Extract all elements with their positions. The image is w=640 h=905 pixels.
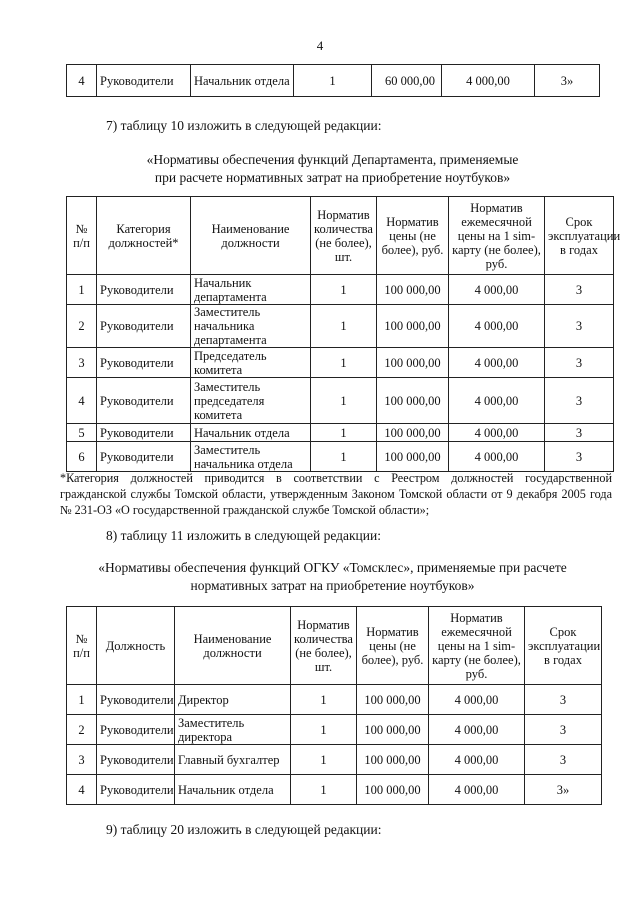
- cell-category: Руководители: [97, 378, 191, 424]
- cell-sim-price: 4 000,00: [449, 442, 545, 472]
- table-row: [67, 775, 602, 805]
- header-number: № п/п: [67, 607, 97, 685]
- table11-title-line1: «Нормативы обеспечения функций ОГКУ «Томсклес», применяемые при расчете: [98, 560, 567, 575]
- cell-position: Заместитель начальника отдела: [191, 442, 311, 472]
- cell-quantity: 1: [291, 745, 357, 775]
- cell-term: 3: [525, 745, 602, 775]
- table-row: [67, 378, 614, 424]
- table10-footnote: *Категория должностей приводится в соответствии с Реестром должностей государственной гражданской службы Томской области, утвержденным Законом Томской области от 9 декабря 2005 года № 231-ОЗ «О государственной гражданской службе Томской области»;: [60, 471, 612, 517]
- cell-category: Руководители: [97, 442, 191, 472]
- table11-title-line2: нормативных затрат на приобретение ноутбуков»: [190, 578, 475, 593]
- table-header-row: [67, 607, 602, 685]
- item-9-text: 9) таблицу 20 изложить в следующей редакции:: [106, 822, 382, 837]
- cell-position: Начальник отдела: [191, 65, 294, 97]
- table10-title-line1: «Нормативы обеспечения функций Департамента, применяемые: [146, 152, 519, 167]
- table-row: [67, 685, 602, 715]
- cell-term: 3: [545, 378, 614, 424]
- cell-sim-price: 4 000,00: [449, 275, 545, 305]
- cell-category: Руководители: [97, 305, 191, 348]
- cell-price: 100 000,00: [377, 442, 449, 472]
- cell-price: 100 000,00: [357, 715, 429, 745]
- cell-price: 100 000,00: [377, 424, 449, 442]
- cell-price: 100 000,00: [357, 685, 429, 715]
- cell-position: Начальник департамента: [191, 275, 311, 305]
- cell-term: 3»: [535, 65, 600, 97]
- cell-sim-price: 4 000,00: [449, 305, 545, 348]
- header-price: Норматив цены (не более), руб.: [357, 607, 429, 685]
- cell-quantity: 1: [294, 65, 372, 97]
- cell-sim-price: 4 000,00: [442, 65, 535, 97]
- cell-price: 100 000,00: [377, 378, 449, 424]
- cell-quantity: 1: [291, 715, 357, 745]
- cell-number: 1: [67, 685, 97, 715]
- cell-position-type: Руководители: [97, 775, 175, 805]
- item-7-text: 7) таблицу 10 изложить в следующей редакции:: [106, 118, 382, 133]
- cell-position: Заместитель председателя комитета: [191, 378, 311, 424]
- cell-position: Председатель комитета: [191, 348, 311, 378]
- cell-quantity: 1: [311, 348, 377, 378]
- cell-term: 3: [525, 715, 602, 745]
- cell-position: Заместитель начальника департамента: [191, 305, 311, 348]
- cell-position-type: Руководители: [97, 685, 175, 715]
- cell-number: 4: [67, 775, 97, 805]
- cell-position-type: Руководители: [97, 745, 175, 775]
- cell-number: 4: [67, 378, 97, 424]
- cell-number: 3: [67, 348, 97, 378]
- header-price: Норматив цены (не более), руб.: [377, 197, 449, 275]
- cell-term: 3»: [525, 775, 602, 805]
- cell-category: Руководители: [97, 65, 191, 97]
- table10-title-line2: при расчете нормативных затрат на приобретение ноутбуков»: [154, 170, 511, 185]
- table-row: [67, 348, 614, 378]
- table-row: [67, 715, 602, 745]
- header-sim-price: Норматив ежемесячной цены на 1 sim-карту (не более), руб.: [449, 197, 545, 275]
- cell-sim-price: 4 000,00: [449, 378, 545, 424]
- header-position: Наименование должности: [191, 197, 311, 275]
- cell-price: 100 000,00: [357, 775, 429, 805]
- table-row: [67, 424, 614, 442]
- table-row: [67, 65, 600, 97]
- cell-sim-price: 4 000,00: [429, 685, 525, 715]
- cell-sim-price: 4 000,00: [429, 745, 525, 775]
- cell-price: 100 000,00: [357, 745, 429, 775]
- table-row: [67, 305, 614, 348]
- cell-term: 3: [525, 685, 602, 715]
- header-position-type: Должность: [97, 607, 175, 685]
- cell-position: Заместитель директора: [175, 715, 291, 745]
- header-position: Наименование должности: [175, 607, 291, 685]
- cell-price: 100 000,00: [377, 305, 449, 348]
- cell-term: 3: [545, 348, 614, 378]
- cell-sim-price: 4 000,00: [449, 348, 545, 378]
- cell-price: 60 000,00: [372, 65, 442, 97]
- cell-quantity: 1: [311, 424, 377, 442]
- cell-term: 3: [545, 424, 614, 442]
- cell-quantity: 1: [311, 378, 377, 424]
- cell-number: 2: [67, 305, 97, 348]
- cell-quantity: 1: [311, 275, 377, 305]
- cell-position: Главный бухгалтер: [175, 745, 291, 775]
- top-table: [66, 64, 600, 97]
- cell-quantity: 1: [291, 775, 357, 805]
- cell-term: 3: [545, 275, 614, 305]
- cell-position: Директор: [175, 685, 291, 715]
- item-8-text: 8) таблицу 11 изложить в следующей редакции:: [106, 528, 381, 543]
- cell-category: Руководители: [97, 348, 191, 378]
- cell-sim-price: 4 000,00: [429, 715, 525, 745]
- table-11: [66, 606, 602, 805]
- header-term: Срок эксплуатации в годах: [525, 607, 602, 685]
- cell-position-type: Руководители: [97, 715, 175, 745]
- cell-quantity: 1: [311, 305, 377, 348]
- cell-number: 6: [67, 442, 97, 472]
- cell-position: Начальник отдела: [191, 424, 311, 442]
- cell-quantity: 1: [311, 442, 377, 472]
- cell-number: 3: [67, 745, 97, 775]
- header-quantity: Норматив количества (не более), шт.: [291, 607, 357, 685]
- header-sim-price: Норматив ежемесячной цены на 1 sim-карту (не более), руб.: [429, 607, 525, 685]
- cell-sim-price: 4 000,00: [429, 775, 525, 805]
- cell-number: 5: [67, 424, 97, 442]
- page-number: 4: [316, 38, 324, 53]
- table-row: [67, 442, 614, 472]
- cell-price: 100 000,00: [377, 348, 449, 378]
- table-row: [67, 275, 614, 305]
- header-term: Срок эксплуатации в годах: [545, 197, 614, 275]
- table-row: [67, 745, 602, 775]
- cell-term: 3: [545, 305, 614, 348]
- table-10: [66, 196, 621, 472]
- table-header-row: [67, 197, 614, 275]
- cell-category: Руководители: [97, 424, 191, 442]
- cell-price: 100 000,00: [377, 275, 449, 305]
- cell-category: Руководители: [97, 275, 191, 305]
- cell-number: 1: [67, 275, 97, 305]
- header-category: Категория должностей*: [97, 197, 191, 275]
- cell-number: 4: [67, 65, 97, 97]
- cell-number: 2: [67, 715, 97, 745]
- cell-quantity: 1: [291, 685, 357, 715]
- header-number: № п/п: [67, 197, 97, 275]
- cell-term: 3: [545, 442, 614, 472]
- header-quantity: Норматив количества (не более), шт.: [311, 197, 377, 275]
- cell-position: Начальник отдела: [175, 775, 291, 805]
- cell-sim-price: 4 000,00: [449, 424, 545, 442]
